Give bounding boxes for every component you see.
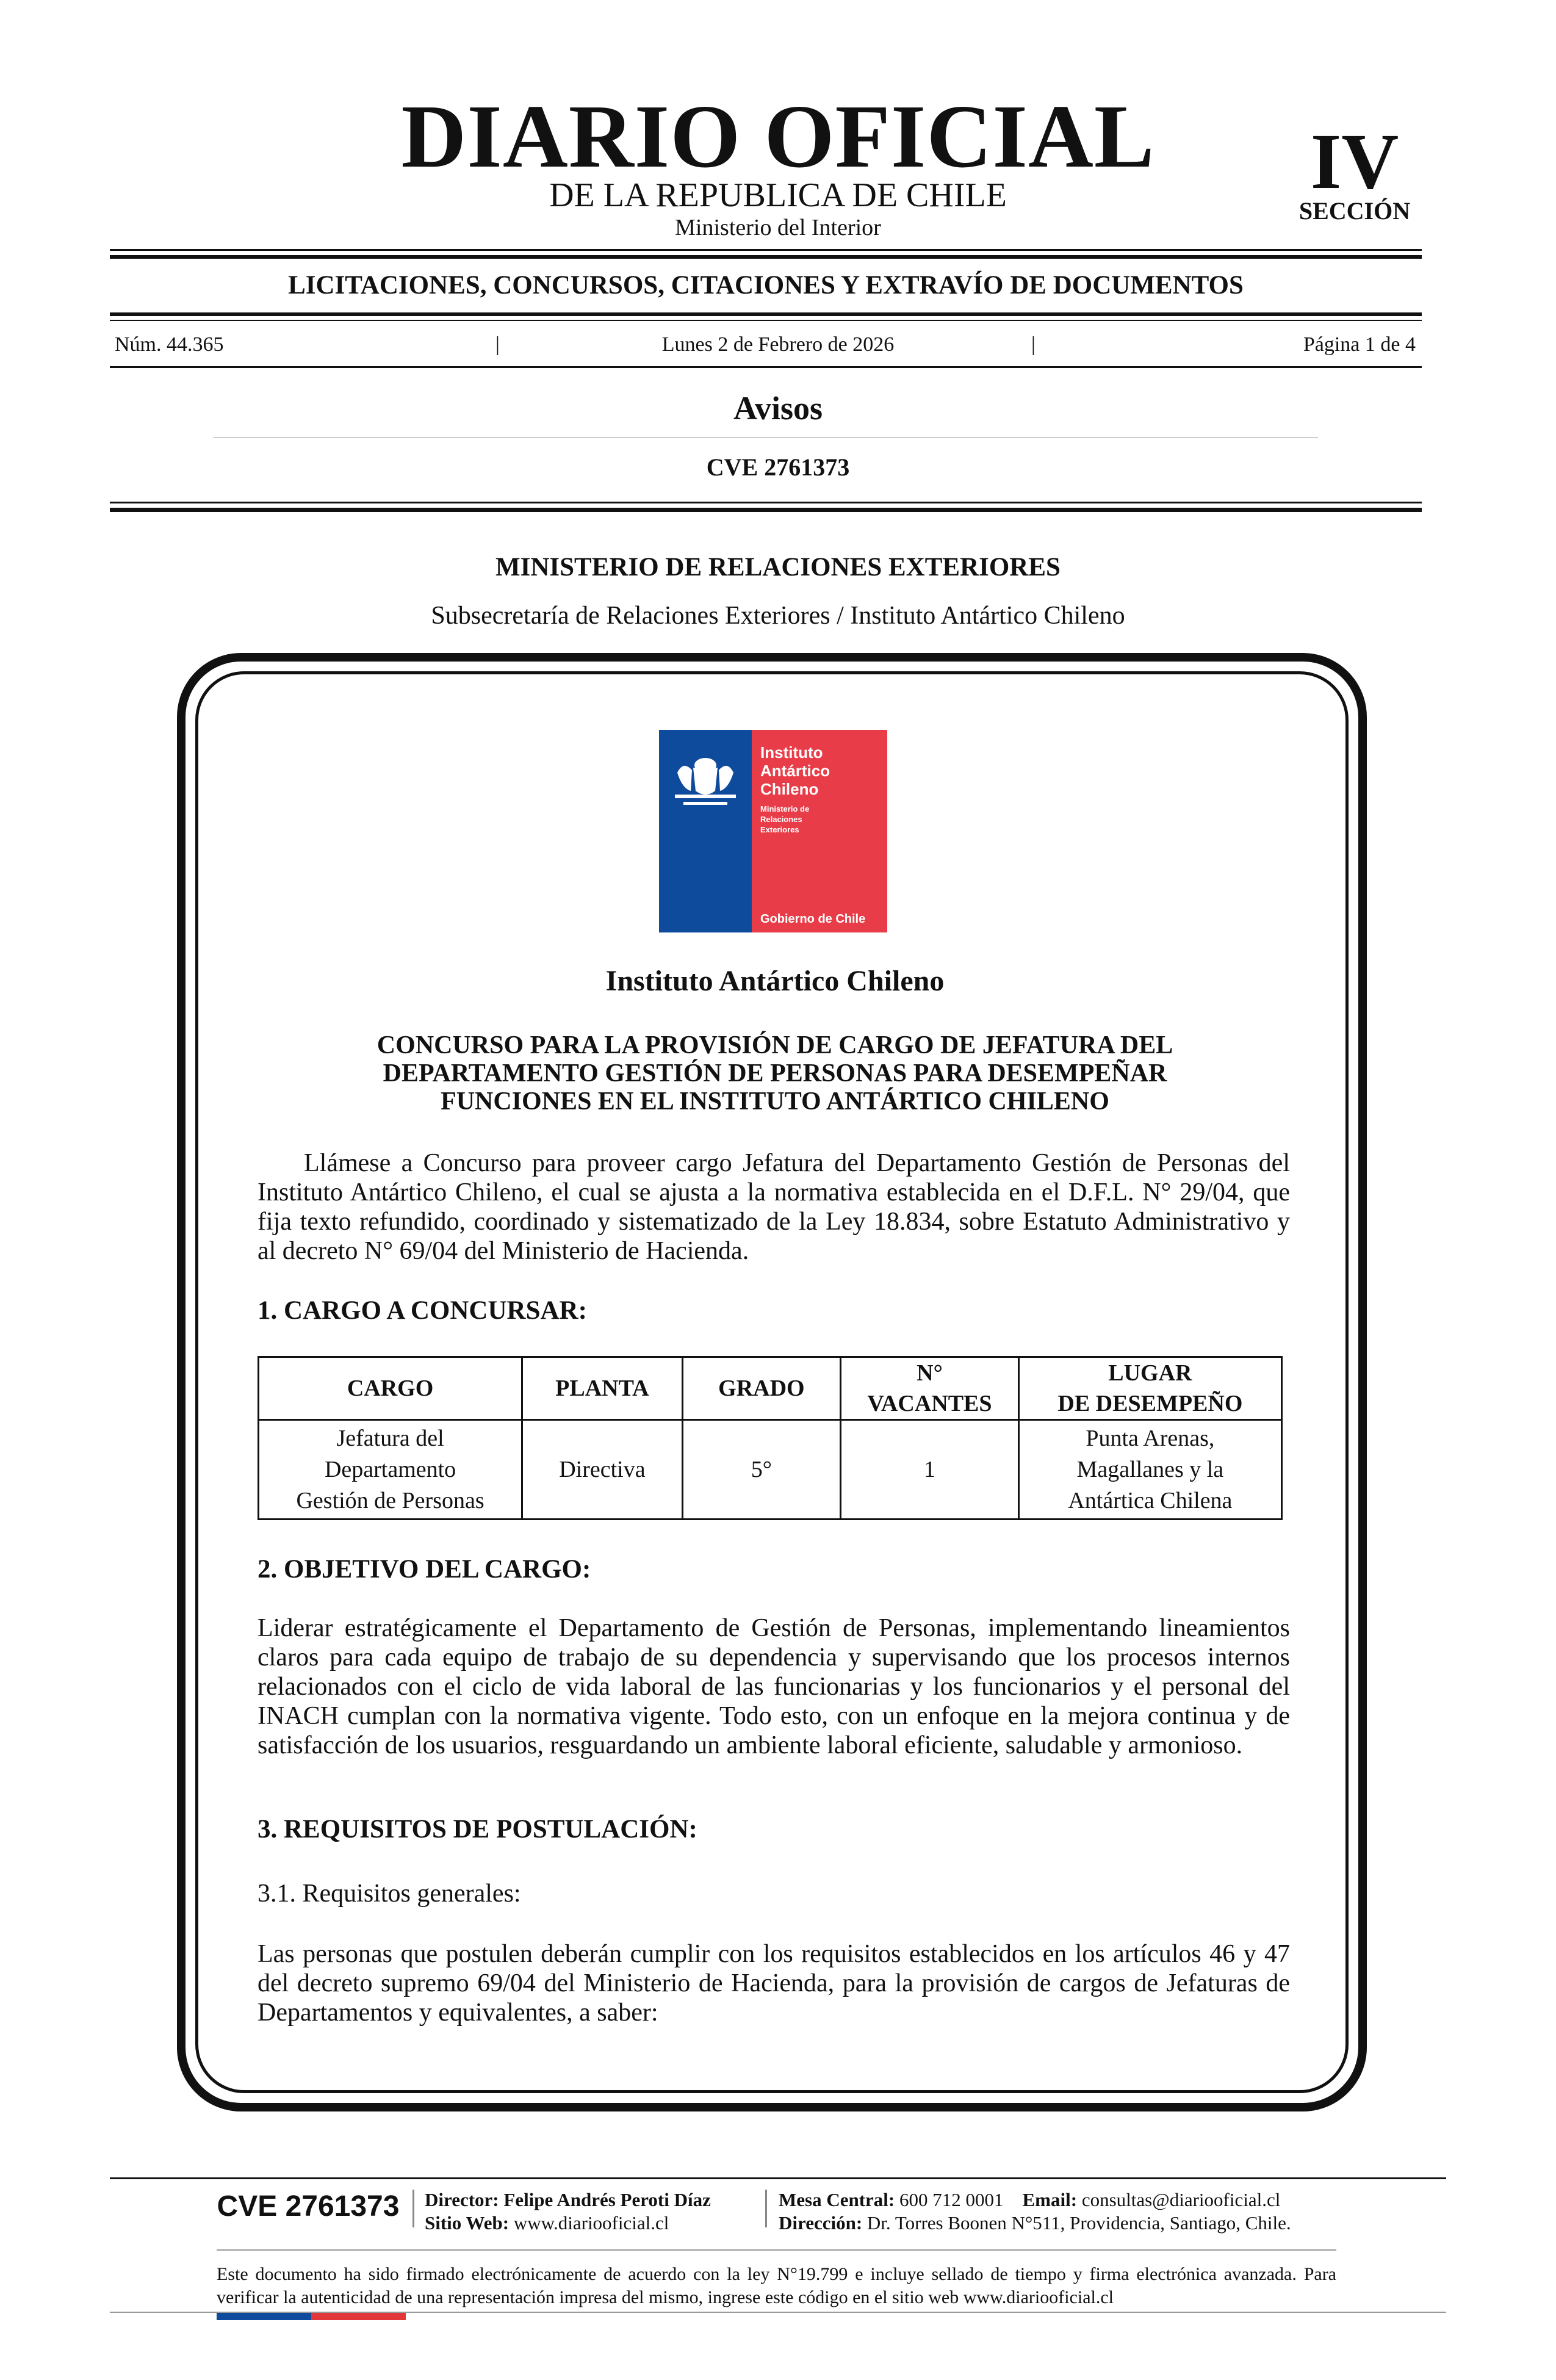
category-rule bbox=[214, 437, 1318, 438]
masthead-ministry: Ministerio del Interior bbox=[675, 215, 881, 240]
institution-title: Instituto Antártico Chileno bbox=[605, 965, 945, 997]
cve-rule-thick bbox=[110, 508, 1422, 512]
header-vacantes bbox=[841, 1357, 1019, 1420]
logo-text: Exteriores bbox=[760, 825, 799, 834]
email-label: Email: bbox=[1022, 2189, 1078, 2210]
flag-bar-blue bbox=[217, 2313, 311, 2320]
mesa-label: Mesa Central: bbox=[779, 2189, 895, 2210]
mesa-phone: 600 712 0001 bbox=[899, 2189, 1004, 2210]
requirements-paragraph: Las personas que postulen deberán cumplir con los requisitos establecidos en los artículos 46 y 47 del decreto supremo 69/04 del Ministerio de Hacienda, para la provisión de cargos de Jefaturas de Departamentos y equivalentes, a saber: bbox=[258, 1940, 1290, 2027]
masthead-subtitle: DE LA REPUBLICA DE CHILE bbox=[549, 176, 1007, 214]
section-label: SECCIÓN bbox=[1298, 197, 1411, 225]
masthead-title: DIARIO OFICIAL bbox=[401, 87, 1155, 187]
section-1-heading: 1. CARGO A CONCURSAR: bbox=[258, 1296, 587, 1325]
footer-note: Este documento ha sido firmado electrónicamente de acuerdo con la ley N°19.799 e incluye sellado de tiempo y firma electrónica avanzada. Para verificar la autenticidad de una representación impresa del mismo, ingrese este código en el sitio web www.diariooficial.cl bbox=[217, 2264, 1336, 2307]
issue-number: Núm. 44.365 bbox=[115, 333, 224, 356]
issuer-ministry: MINISTERIO DE RELACIONES EXTERIORES bbox=[495, 553, 1061, 582]
table-row bbox=[259, 1420, 1282, 1520]
issue-separator: | bbox=[1031, 333, 1036, 356]
section-3-heading: 3. REQUISITOS DE POSTULACIÓN: bbox=[258, 1815, 697, 1844]
section-banner: LICITACIONES, CONCURSOS, CITACIONES Y EXTRAVÍO DE DOCUMENTOS bbox=[288, 271, 1244, 300]
cve-rule-thin bbox=[110, 502, 1422, 503]
site-label: Sitio Web: bbox=[425, 2212, 510, 2234]
masthead-rule-thin bbox=[110, 249, 1422, 251]
logo-text: Antártico bbox=[760, 762, 830, 780]
email-link[interactable]: consultas@diariooficial.cl bbox=[1081, 2189, 1281, 2210]
masthead-rule-thick bbox=[110, 255, 1422, 259]
footer-director bbox=[425, 2188, 711, 2235]
cve-code: CVE 2761373 bbox=[706, 453, 850, 481]
banner-rule-thin bbox=[110, 320, 1422, 321]
info-rule bbox=[110, 366, 1422, 368]
header-vacantes-line: VACANTES bbox=[867, 1391, 992, 1416]
header-lugar bbox=[1018, 1357, 1281, 1420]
banner-rule-thick bbox=[110, 312, 1422, 316]
footer-contact bbox=[779, 2188, 1291, 2235]
issue-page: Página 1 de 4 bbox=[1303, 333, 1416, 356]
address-label: Dirección: bbox=[779, 2212, 863, 2234]
logo-text: Gobierno de Chile bbox=[760, 912, 866, 926]
footer-divider bbox=[412, 2190, 414, 2227]
cell-lugar bbox=[1018, 1420, 1281, 1520]
category-title: Avisos bbox=[733, 390, 823, 427]
cell-planta: Directiva bbox=[522, 1420, 683, 1520]
issuer-subsecretaria: Subsecretaría de Relaciones Exteriores / Instituto Antártico Chileno bbox=[431, 602, 1125, 630]
header-grado: GRADO bbox=[682, 1357, 841, 1420]
cell-vacantes: 1 bbox=[841, 1420, 1019, 1520]
header-cargo: CARGO bbox=[259, 1357, 522, 1420]
notice-title-line: FUNCIONES EN EL INSTITUTO ANTÁRTICO CHILENO bbox=[441, 1087, 1109, 1116]
cell-cargo bbox=[259, 1420, 522, 1520]
logo-text: Ministerio de bbox=[760, 804, 810, 813]
flag-bar-red bbox=[311, 2313, 406, 2320]
cell-grado: 5° bbox=[682, 1420, 841, 1520]
site-link[interactable]: www.diariooficial.cl bbox=[513, 2212, 669, 2234]
header-lugar-line: LUGAR bbox=[1108, 1360, 1192, 1386]
subsection-3-1: 3.1. Requisitos generales: bbox=[258, 1880, 521, 1908]
footer-rule-top bbox=[110, 2177, 1446, 2179]
footer-cve: CVE 2761373 bbox=[217, 2190, 400, 2223]
cell-line: Jefatura del bbox=[336, 1425, 444, 1451]
cell-line: Antártica Chilena bbox=[1068, 1487, 1233, 1513]
director-name: Felipe Andrés Peroti Díaz bbox=[503, 2189, 711, 2210]
logo-text: Chileno bbox=[760, 780, 819, 798]
objective-paragraph: Liderar estratégicamente el Departamento de Gestión de Personas, implementando lineamientos claros para cada equipo de trabajo de su dependencia y supervisando que los procesos internos relacionados con el ciclo de vida laboral de las funcionarias y los funcionarios y el personal del INACH cumplan con la normativa vigente. Todo esto, con un enfoque en la mejora continua y de satisfacción de los usuarios, resguardando un ambiente laboral eficiente, saludable y armonioso. bbox=[258, 1614, 1290, 1759]
issue-date: Lunes 2 de Febrero de 2026 bbox=[661, 333, 895, 356]
header-planta: PLANTA bbox=[522, 1357, 683, 1420]
cargo-table bbox=[258, 1356, 1283, 1520]
notice-title bbox=[293, 1031, 1257, 1116]
section-number: IV bbox=[1310, 118, 1399, 206]
cell-line: Departamento bbox=[324, 1456, 456, 1482]
cell-line: Magallanes y la bbox=[1076, 1456, 1224, 1482]
logo-text: Relaciones bbox=[760, 815, 802, 824]
notice-title-line: CONCURSO PARA LA PROVISIÓN DE CARGO DE JEFATURA DEL bbox=[376, 1031, 1173, 1059]
logo-text: Instituto bbox=[760, 743, 823, 762]
intro-paragraph: Llámese a Concurso para proveer cargo Jefatura del Departamento Gestión de Personas del Instituto Antártico Chileno, el cual se ajusta a la normativa establecida en el D.F.L. N° 29/04, que fija texto refundido, coordinado y sistematizado de la Ley 18.834, sobre Estatuto Administrativo y al decreto N° 69/04 del Ministerio de Hacienda. bbox=[258, 1149, 1290, 1265]
cell-line: Gestión de Personas bbox=[296, 1487, 484, 1513]
footer-divider bbox=[765, 2190, 767, 2227]
address-text: Dr. Torres Boonen N°511, Providencia, Santiago, Chile. bbox=[866, 2212, 1291, 2234]
footer-rule-mid bbox=[217, 2249, 1336, 2251]
section-2-heading: 2. OBJETIVO DEL CARGO: bbox=[258, 1555, 591, 1584]
header-lugar-line: DE DESEMPEÑO bbox=[1057, 1391, 1243, 1416]
table-header-row bbox=[259, 1357, 1282, 1420]
director-label: Director: bbox=[425, 2189, 499, 2210]
cell-line: Punta Arenas, bbox=[1086, 1425, 1215, 1451]
header-vacantes-line: N° bbox=[917, 1360, 943, 1386]
issue-separator: | bbox=[495, 333, 500, 356]
notice-title-line: DEPARTAMENTO GESTIÓN DE PERSONAS PARA DESEMPEÑAR bbox=[383, 1059, 1167, 1087]
inach-logo bbox=[659, 730, 887, 932]
